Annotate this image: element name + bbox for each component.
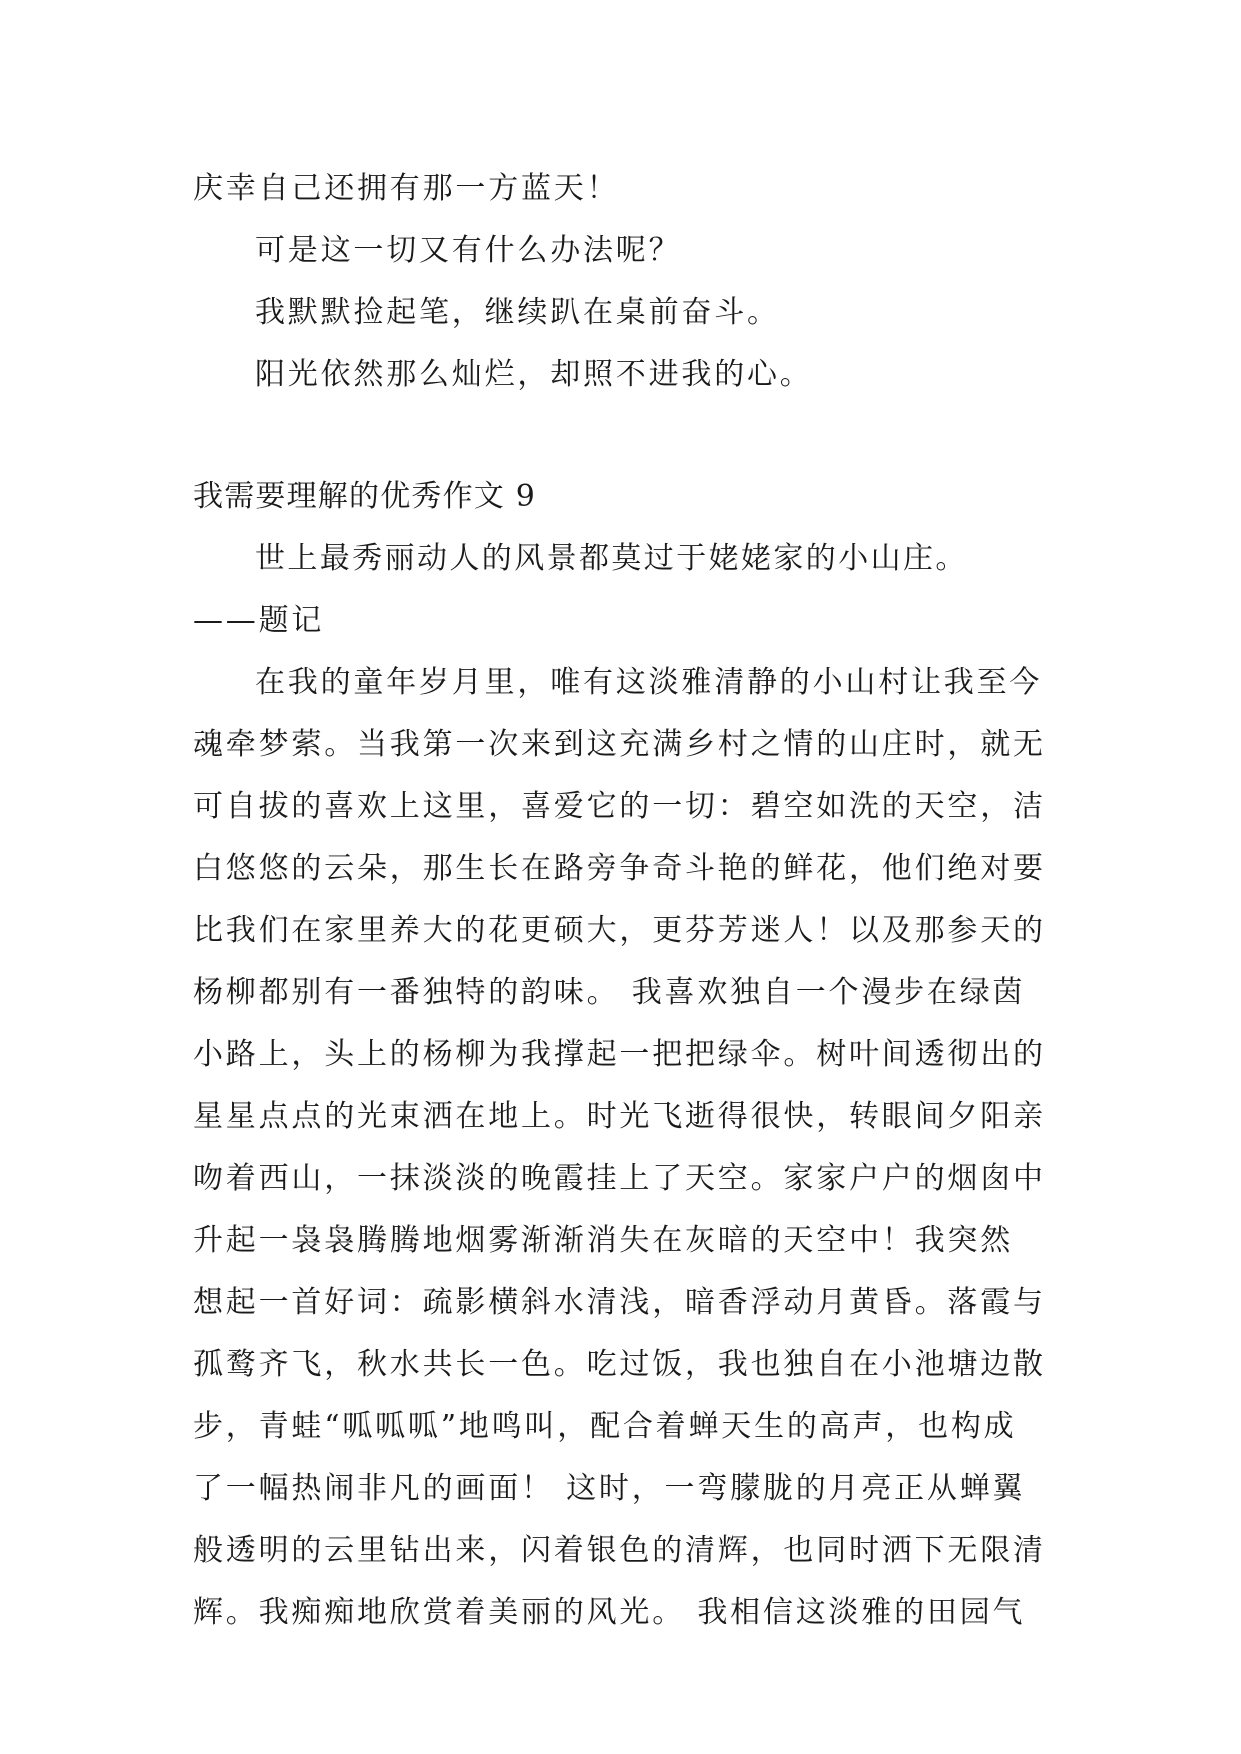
text-line: 庆幸自己还拥有那一方蓝天！ — [193, 171, 620, 206]
text-line: 可是这一切又有什么办法呢？ — [255, 233, 682, 268]
body-line: 升起一袅袅腾腾地烟雾渐渐消失在灰暗的天空中！我突然 — [193, 1223, 1013, 1258]
body-line: 小路上，头上的杨柳为我撑起一把把绿伞。树叶间透彻出的 — [193, 1037, 1046, 1072]
body-line: 吻着西山，一抹淡淡的晚霞挂上了天空。家家户户的烟囱中 — [193, 1161, 1046, 1196]
body-line: 辉。我痴痴地欣赏着美丽的风光。 我相信这淡雅的田园气 — [193, 1595, 1026, 1630]
body-line: 孤鹜齐飞，秋水共长一色。吃过饭，我也独自在小池塘边散 — [193, 1347, 1046, 1382]
section-gap — [193, 406, 1055, 466]
body-line: 般透明的云里钻出来，闪着银色的清辉，也同时洒下无限清 — [193, 1533, 1046, 1568]
body-line: 可自拔的喜欢上这里，喜爱它的一切：碧空如洗的天空，洁 — [193, 789, 1046, 824]
body-line: 了一幅热闹非凡的画面！ 这时，一弯朦胧的月亮正从蝉翼 — [193, 1471, 1026, 1506]
body-line: 步，青蛙“呱呱呱”地鸣叫，配合着蝉天生的高声，也构成 — [193, 1409, 1017, 1444]
epigraph-attribution: ——题记 — [193, 603, 325, 638]
section-title: 我需要理解的优秀作文 9 — [193, 479, 537, 514]
body-line: 星星点点的光束洒在地上。时光飞逝得很快，转眼间夕阳亲 — [193, 1099, 1046, 1134]
body-line: 白悠悠的云朵，那生长在路旁争奇斗艳的鲜花，他们绝对要 — [193, 851, 1046, 886]
epigraph-line: 世上最秀丽动人的风景都莫过于姥姥家的小山庄。 — [255, 541, 968, 576]
body-line: 在我的童年岁月里，唯有这淡雅清静的小山村让我至今 — [255, 665, 1043, 700]
body-line: 魂牵梦萦。当我第一次来到这充满乡村之情的山庄时，就无 — [193, 727, 1046, 762]
text-line: 阳光依然那么灿烂，却照不进我的心。 — [255, 357, 813, 392]
body-line: 比我们在家里养大的花更硕大，更芬芳迷人！以及那参天的 — [193, 913, 1046, 948]
body-line: 杨柳都别有一番独特的韵味。 我喜欢独自一个漫步在绿茵 — [193, 975, 1026, 1010]
text-line: 我默默捡起笔，继续趴在桌前奋斗。 — [255, 295, 780, 330]
body-line: 想起一首好词：疏影横斜水清浅，暗香浮动月黄昏。落霞与 — [193, 1285, 1046, 1320]
document-page — [193, 158, 1055, 1644]
